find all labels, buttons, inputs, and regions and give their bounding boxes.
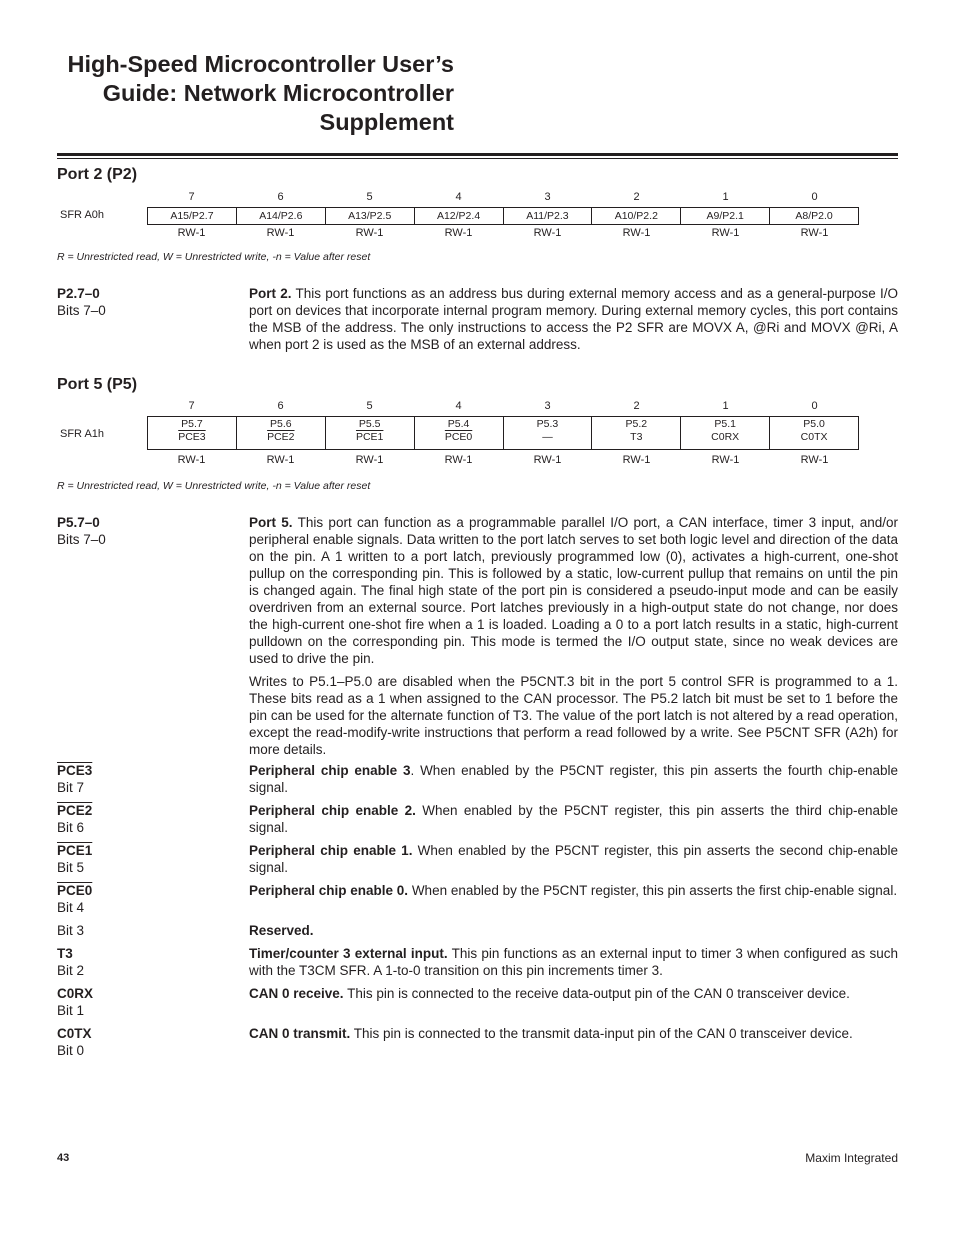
port2-section-title: Port 2 (P2) bbox=[57, 166, 138, 183]
sfr-address: SFR A0h bbox=[60, 209, 105, 221]
register-cell: A8/P2.0 bbox=[795, 210, 833, 222]
description-text: This pin functions as an external input to timer 3 when configured as such with the T3CM SFR. A 1-to-0 transition on this pin increments timer 3. bbox=[249, 946, 898, 978]
definition-description bbox=[249, 1025, 898, 1042]
cell-primary: P5.4 bbox=[447, 418, 470, 430]
definition-term bbox=[57, 842, 237, 876]
reset-value-row bbox=[147, 454, 859, 467]
document-title bbox=[60, 50, 454, 137]
reset-value: RW-1 bbox=[533, 227, 562, 239]
port5-section-title: Port 5 (P5) bbox=[57, 376, 138, 393]
register-cell bbox=[148, 417, 237, 449]
term-name: C0RX bbox=[57, 986, 94, 1001]
register-cell: A11/P2.3 bbox=[504, 208, 593, 224]
definition-description bbox=[249, 514, 898, 764]
cell-alternate: PCE1 bbox=[355, 431, 384, 443]
reset-value: RW-1 bbox=[533, 454, 562, 466]
reset-value: RW-1 bbox=[711, 454, 740, 466]
cell-alternate: C0TX bbox=[800, 431, 828, 443]
register-footnote: R = Unrestricted read, W = Unrestricted write, -n = Value after reset bbox=[57, 251, 371, 263]
register-cell bbox=[237, 417, 326, 449]
bit-number: 3 bbox=[544, 400, 551, 412]
definition-term bbox=[57, 882, 237, 916]
register-cell bbox=[592, 417, 681, 449]
reset-value: RW-1 bbox=[266, 227, 295, 239]
definition-description bbox=[249, 922, 898, 939]
header-rule bbox=[57, 153, 898, 156]
description-lead: Port 2. bbox=[249, 286, 292, 301]
title-line: Supplement bbox=[319, 109, 454, 135]
definition-term bbox=[57, 1025, 237, 1059]
bit-number: 6 bbox=[277, 400, 284, 412]
description-text: This pin is connected to the transmit data-input pin of the CAN 0 transceiver device. bbox=[350, 1026, 853, 1041]
term-name: PCE3 bbox=[57, 763, 93, 778]
definition-term bbox=[57, 514, 237, 548]
cell-primary: P5.1 bbox=[714, 418, 736, 430]
cell-alternate: T3 bbox=[630, 431, 643, 443]
bit-number-row bbox=[147, 191, 859, 204]
description-lead: CAN 0 receive. bbox=[249, 986, 344, 1001]
term-bits: Bit 5 bbox=[57, 860, 85, 875]
definition-description bbox=[249, 945, 898, 979]
term-name: P5.7–0 bbox=[57, 515, 100, 530]
term-bits: Bits 7–0 bbox=[57, 532, 106, 547]
definition-term bbox=[57, 985, 237, 1019]
register-cell bbox=[770, 417, 858, 449]
description-lead: Peripheral chip enable 1. bbox=[249, 843, 413, 858]
description-text: When enabled by the P5CNT register, this pin asserts the first chip-enable signal. bbox=[408, 883, 898, 898]
description-lead: Timer/counter 3 external input. bbox=[249, 946, 448, 961]
bit-number-row bbox=[147, 400, 859, 413]
bit-number: 2 bbox=[633, 191, 640, 203]
cell-primary: P5.7 bbox=[181, 418, 203, 430]
term-bits: Bit 4 bbox=[57, 900, 85, 915]
reset-value: RW-1 bbox=[444, 454, 473, 466]
register-cells bbox=[147, 207, 859, 225]
definition-description bbox=[249, 285, 898, 359]
title-line: High-Speed Microcontroller User’s bbox=[67, 51, 454, 77]
bit-number: 0 bbox=[811, 191, 818, 203]
definition-term bbox=[57, 285, 237, 319]
description-lead: Peripheral chip enable 2. bbox=[249, 803, 416, 818]
bit-number: 7 bbox=[188, 191, 195, 203]
definition-term bbox=[57, 945, 237, 979]
definition-term bbox=[57, 922, 237, 939]
register-cell: A13/P2.5 bbox=[326, 208, 415, 224]
description-lead: Reserved. bbox=[249, 923, 314, 938]
bit-number: 4 bbox=[455, 400, 462, 412]
port5-register-diagram bbox=[57, 400, 898, 475]
term-name: PCE0 bbox=[57, 883, 93, 898]
bit-number: 6 bbox=[277, 191, 284, 203]
term-bits: Bits 7–0 bbox=[57, 303, 106, 318]
definition-description bbox=[249, 882, 898, 899]
cell-primary: P5.3 bbox=[536, 418, 559, 430]
cell-alternate: PCE0 bbox=[444, 431, 473, 443]
description-text: When enabled by the P5CNT register, this pin asserts the third chip-enable signal. bbox=[249, 803, 899, 835]
description-lead: Peripheral chip enable 0. bbox=[249, 883, 409, 898]
bit-number: 1 bbox=[722, 400, 729, 412]
term-name: PCE1 bbox=[57, 843, 93, 858]
term-name: C0TX bbox=[57, 1026, 92, 1041]
description-lead: Port 5. bbox=[249, 515, 293, 530]
bit-number: 1 bbox=[722, 191, 729, 203]
description-text: . When enabled by the P5CNT register, this pin asserts the fourth chip-enable signal. bbox=[249, 763, 898, 795]
term-name: T3 bbox=[57, 946, 73, 961]
register-cell: A15/P2.7 bbox=[148, 208, 237, 224]
register-cell: A10/P2.2 bbox=[592, 208, 681, 224]
description-text: This port functions as an address bus during external memory access and as a general-purpose I/O port on devices that incorporate internal program memory. During external memory cycles, this port contains the MSB of the address. The only instructions to access the P2 SFR are MOVX A, @Ri and MOVX @Ri, A when port 2 is used as the MSB of an external address. bbox=[249, 286, 898, 352]
definition-term bbox=[57, 802, 237, 836]
reset-value: RW-1 bbox=[444, 227, 473, 239]
port2-register-diagram bbox=[57, 191, 898, 251]
register-cell: A12/P2.4 bbox=[415, 208, 504, 224]
cell-alternate: PCE2 bbox=[267, 431, 295, 443]
definition-description bbox=[249, 985, 898, 1002]
cell-primary: P5.2 bbox=[625, 418, 648, 430]
reset-value: RW-1 bbox=[622, 227, 651, 239]
term-bits: Bit 3 bbox=[57, 923, 85, 938]
reset-value: RW-1 bbox=[711, 227, 740, 239]
reset-value: RW-1 bbox=[177, 454, 206, 466]
title-line: Guide: Network Microcontroller bbox=[102, 80, 454, 106]
reset-value: RW-1 bbox=[622, 454, 651, 466]
cell-primary: P5.0 bbox=[803, 418, 825, 430]
register-cell bbox=[681, 417, 770, 449]
cell-alternate: PCE3 bbox=[178, 431, 206, 443]
term-name: PCE2 bbox=[57, 803, 93, 818]
reset-value: RW-1 bbox=[266, 454, 295, 466]
term-bits: Bit 6 bbox=[57, 820, 85, 835]
register-cell: A14/P2.6 bbox=[237, 208, 326, 224]
header-rule-thin bbox=[57, 158, 898, 159]
cell-alternate: C0RX bbox=[711, 431, 740, 443]
reset-value: RW-1 bbox=[800, 454, 829, 466]
register-cell: A9/P2.1 bbox=[681, 208, 770, 224]
term-bits: Bit 1 bbox=[57, 1003, 85, 1018]
reset-value: RW-1 bbox=[355, 454, 384, 466]
sfr-address: SFR A1h bbox=[60, 428, 105, 440]
description-paragraph-2: Writes to P5.1–P5.0 are disabled when the P5CNT.3 bit in the port 5 control SFR is programmed to a 1. These bits read as a 1 when assigned to the CAN processor. The P5.2 latch bit must be set to 1 before the pin can be used for the alternate function of T3. The value of the port latch is not altered by a read operation, except the read-modify-write instructions that perform a read followed by a write. See P5CNT SFR (A2h) for more details. bbox=[249, 674, 898, 757]
reset-value: RW-1 bbox=[355, 227, 384, 239]
term-bits: Bit 0 bbox=[57, 1043, 85, 1058]
register-cells bbox=[147, 416, 859, 450]
description-lead: Peripheral chip enable 3 bbox=[249, 763, 411, 778]
cell-primary: P5.6 bbox=[270, 418, 292, 430]
definition-term bbox=[57, 762, 237, 796]
publisher-name: Maxim Integrated bbox=[805, 1151, 898, 1165]
cell-primary: P5.5 bbox=[358, 418, 381, 430]
reset-value: RW-1 bbox=[177, 227, 206, 239]
definition-description bbox=[249, 842, 898, 876]
term-name: P2.7–0 bbox=[57, 286, 100, 301]
reset-value-row bbox=[147, 227, 859, 240]
bit-number: 2 bbox=[633, 400, 640, 412]
reset-value: RW-1 bbox=[800, 227, 829, 239]
bit-number: 3 bbox=[544, 191, 551, 203]
term-bits: Bit 2 bbox=[57, 963, 85, 978]
description-text: This pin is connected to the receive data-output pin of the CAN 0 transceiver device. bbox=[343, 986, 850, 1001]
definition-description bbox=[249, 762, 898, 796]
term-bits: Bit 7 bbox=[57, 780, 85, 795]
definition-description bbox=[249, 802, 898, 836]
register-cell bbox=[415, 417, 504, 449]
register-cell bbox=[504, 417, 593, 449]
bit-number: 0 bbox=[811, 400, 818, 412]
page-number: 43 bbox=[57, 1152, 70, 1164]
description-text: When enabled by the P5CNT register, this pin asserts the second chip-enable signal. bbox=[249, 843, 898, 875]
bit-number: 7 bbox=[188, 400, 195, 412]
cell-alternate: — bbox=[542, 431, 553, 443]
bit-number: 4 bbox=[455, 191, 462, 203]
description-lead: CAN 0 transmit. bbox=[249, 1026, 351, 1041]
register-cell bbox=[326, 417, 415, 449]
description-text: This port can function as a programmable parallel I/O port, a CAN interface, timer 3 input, and/or peripheral enable signals. Data written to the port latch serves to set both logic level and direction of the data on the pin. A 1 written to a port latch, previously programmed low (0), activates a high-current, one-shot pullup on the corresponding pin. This is followed by a static, low-current pullup that remains on until the pin is changed again. The final high state of the port pin is considered a pseudo-input mode and can be easily overdriven from an external source. Port latches previously in a high-output state do not change, nor does the high-current one-shot fire when a 1 is loaded. Loading a 0 to a port latch results in a static, high-current pulldown on the corresponding pin. This mode is termed the I/O output state, since no weak devices are used to drive the pin. bbox=[249, 515, 898, 666]
bit-number: 5 bbox=[366, 400, 373, 412]
register-footnote: R = Unrestricted read, W = Unrestricted write, -n = Value after reset bbox=[57, 480, 371, 492]
bit-number: 5 bbox=[366, 191, 373, 203]
